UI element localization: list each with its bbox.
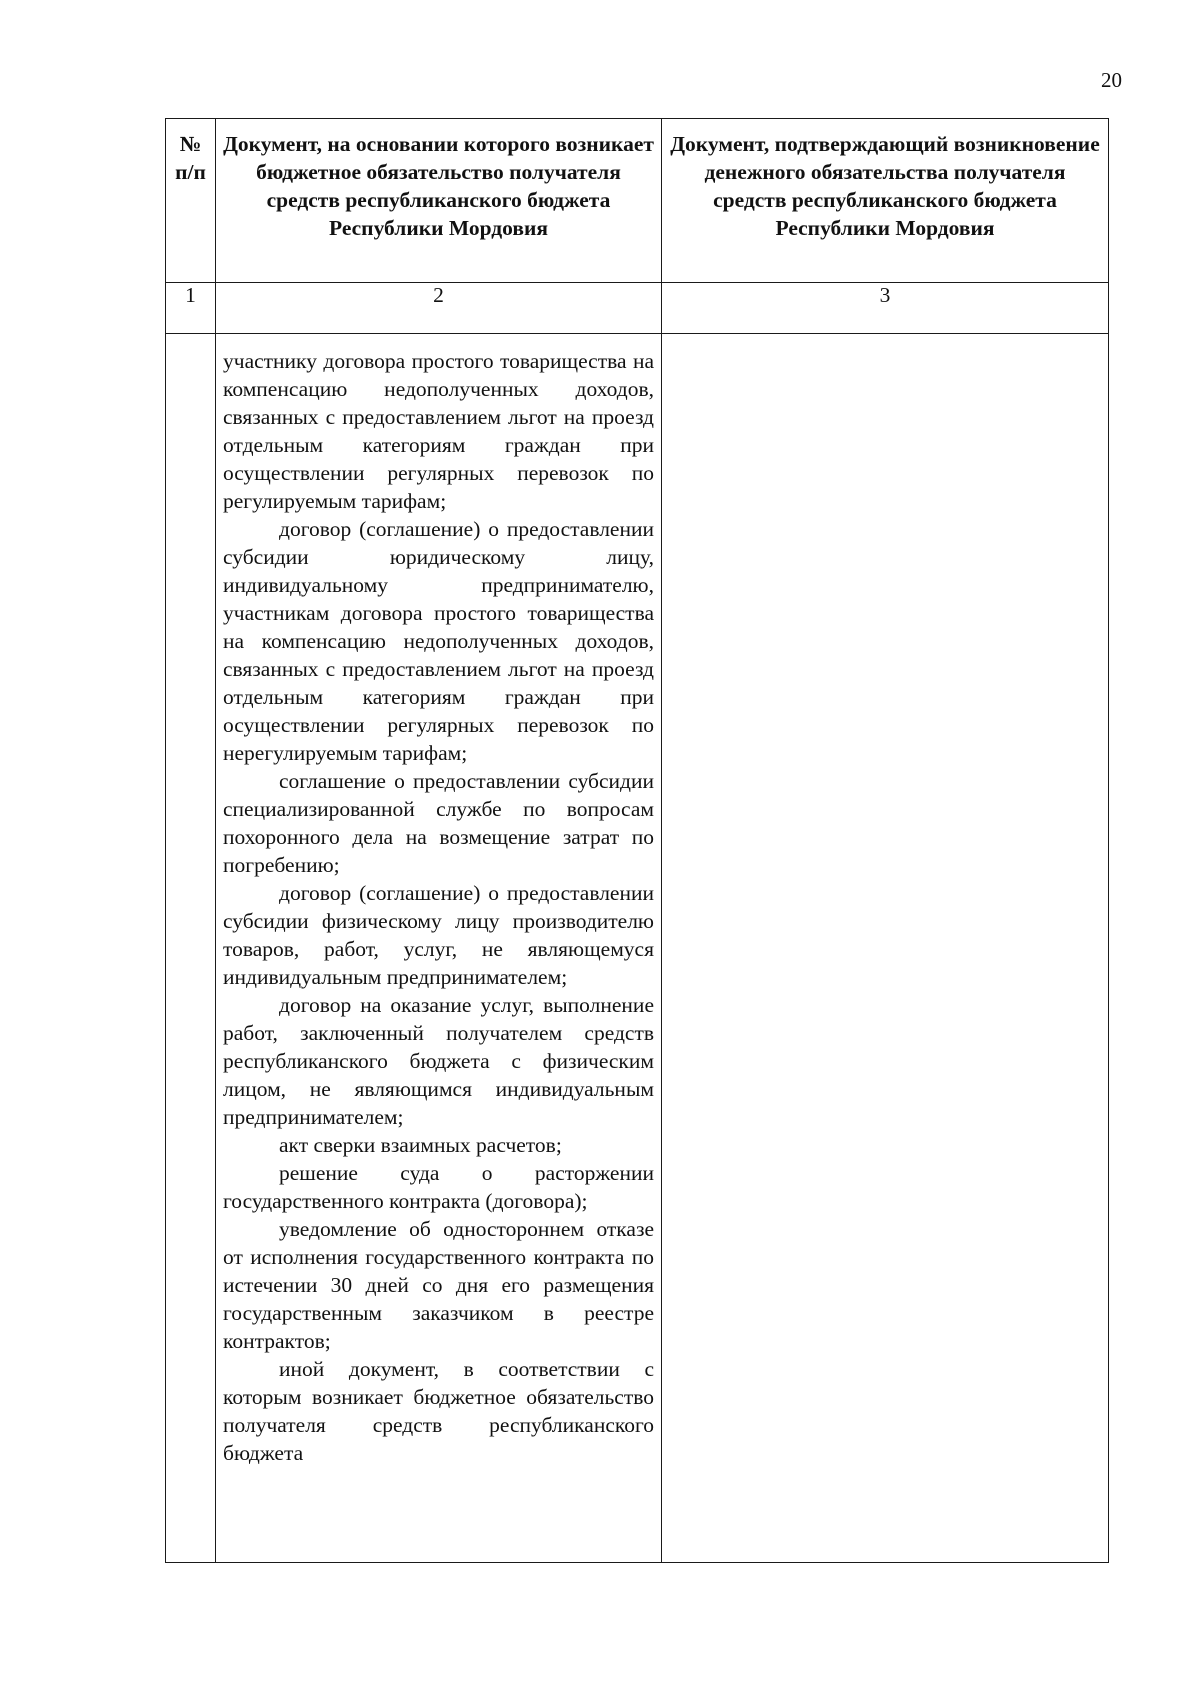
column-number-3: 3 — [662, 283, 1109, 334]
budget-obligation-documents-cell — [216, 334, 662, 1563]
document-paragraph: уведомление об одностороннем отказе от исполнения государственного контракта по истечении 30 дней со дня его размещения государственным заказчиком в реестре контрактов; — [223, 1217, 654, 1353]
header-monetary-obligation-document: Документ, подтверждающий возникновение денежного обязательства получателя средств республиканского бюджета Республики Мордовия — [662, 119, 1109, 283]
column-number-1: 1 — [166, 283, 216, 334]
document-paragraph: договор (соглашение) о предоставлении субсидии физическому лицу производителю товаров, работ, услуг, не являющемуся индивидуальным предпринимателем; — [223, 881, 654, 989]
table-header-row — [166, 119, 1109, 283]
document-paragraph: участнику договора простого товарищества на компенсацию недополученных доходов, связанных с предоставлением льгот на проезд отдельным категориям граждан при осуществлении регулярных перевозок по регулируемым тарифам; — [223, 349, 654, 513]
row-number-cell — [166, 334, 216, 1563]
monetary-obligation-documents-cell — [662, 334, 1109, 1563]
header-budget-obligation-document: Документ, на основании которого возникает бюджетное обязательство получателя средств республиканского бюджета Республики Мордовия — [216, 119, 662, 283]
document-paragraph: акт сверки взаимных расчетов; — [279, 1133, 562, 1157]
header-number: № п/п — [166, 119, 216, 283]
document-table — [165, 118, 1109, 1563]
document-paragraph: иной документ, в соответствии с которым возникает бюджетное обязательство получателя средств республиканского бюджета — [223, 1357, 654, 1465]
document-paragraph: решение суда о расторжении государственного контракта (договора); — [223, 1161, 654, 1213]
document-paragraph: договор на оказание услуг, выполнение работ, заключенный получателем средств республиканского бюджета с физическим лицом, не являющимся индивидуальным предпринимателем; — [223, 993, 654, 1129]
document-paragraph: договор (соглашение) о предоставлении субсидии юридическому лицу, индивидуальному предпринимателю, участникам договора простого товарищества на компенсацию недополученных доходов, связанных с предоставлением льгот на проезд отдельным категориям граждан при осуществлении регулярных перевозок по нерегулируемым тарифам; — [223, 517, 654, 765]
column-number-2: 2 — [216, 283, 662, 334]
table-row — [166, 334, 1109, 1563]
document-paragraph: соглашение о предоставлении субсидии специализированной службе по вопросам похоронного дела на возмещение затрат по погребению; — [223, 769, 654, 877]
column-number-row — [166, 283, 1109, 334]
page-number: 20 — [1101, 68, 1122, 92]
